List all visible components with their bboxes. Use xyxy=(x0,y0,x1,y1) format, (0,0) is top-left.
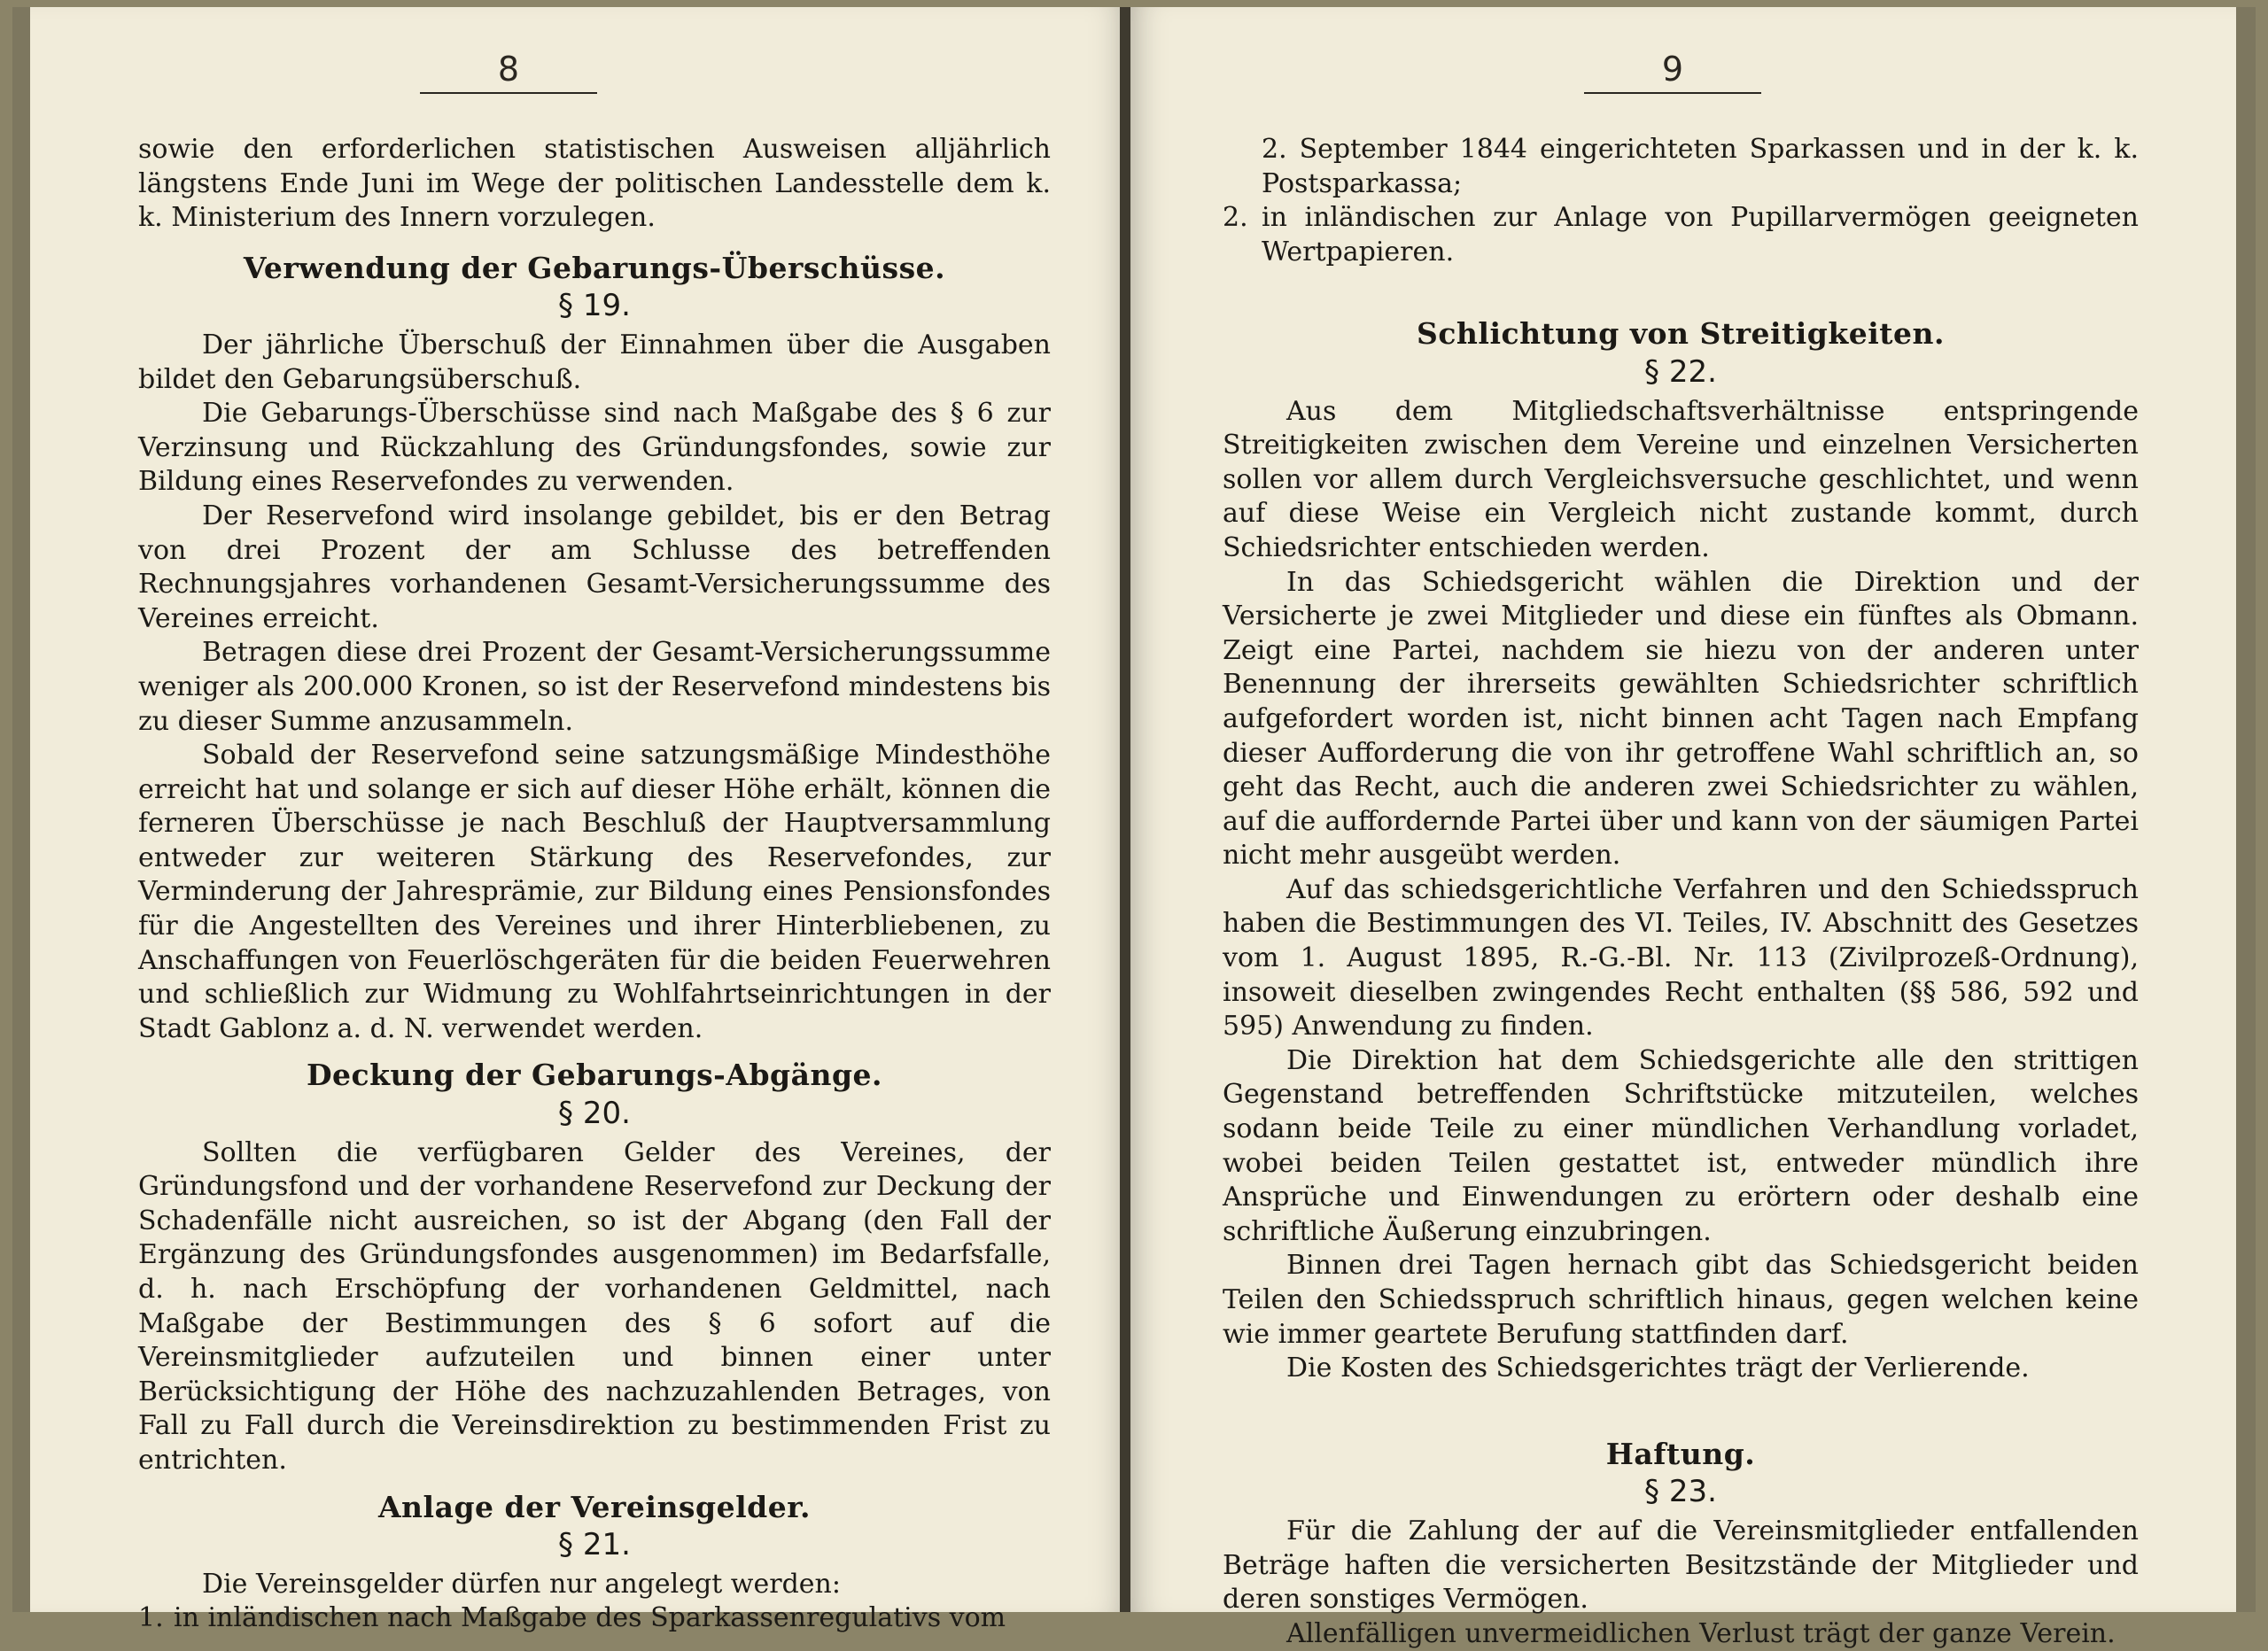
paragraph: Für die Zahlung der auf die Vereinsmitglieder entfallenden Beträge haften die versicherten Besitzstände der Mitglieder und deren sonstiges Vermögen. xyxy=(1223,1515,2139,1616)
page-number-rule xyxy=(420,92,597,94)
paragraph: Aus dem Mitgliedschaftsverhältnisse entspringende Streitigkeiten zwischen dem Vereine und einzelnen Versicherten sollen vor allem durch Vergleichsversuche geschlichtet, und wenn auf diese Weise ein Vergleich nicht zustande kommt, durch Schiedsrichter entschieden werden. xyxy=(1223,395,2139,563)
book-spread xyxy=(12,7,2256,1649)
paragraph: Allenfälligen unvermeidlichen Verlust trägt der ganze Verein. xyxy=(1286,1617,2116,1649)
paragraph-number: § 23. xyxy=(1644,1474,1717,1510)
paragraph-number: § 21. xyxy=(558,1527,631,1563)
page-number-rule xyxy=(1584,92,1761,94)
paragraph: Der jährliche Überschuß der Einnahmen über die Ausgaben bildet den Gebarungsüberschuß. xyxy=(138,329,1051,395)
paragraph: Die Kosten des Schiedsgerichtes trägt der Verlierende. xyxy=(1286,1353,2030,1384)
paragraph: Binnen drei Tagen hernach gibt das Schiedsgericht beiden Teilen den Schiedsspruch schriftlich hinaus, gegen welchen keine wie immer geartete Berufung stattfinden darf. xyxy=(1223,1250,2139,1350)
list-item-text: in inländischen zur Anlage von Pupillarvermögen geeigneten Wertpapieren. xyxy=(1262,202,2139,267)
paragraph-number: § 19. xyxy=(558,288,631,324)
right-page xyxy=(1130,7,2236,1649)
section-heading: Deckung der Gebarungs-Abgänge. xyxy=(306,1058,883,1093)
left-page xyxy=(30,7,1127,1634)
intro-paragraph: sowie den erforderlichen statistischen Ausweisen alljährlich längstens Ende Juni im Wege der politischen Landesstelle dem k. k. Ministerium des Innern vorzulegen. xyxy=(138,134,1051,234)
section-heading: Anlage der Vereinsgelder. xyxy=(377,1489,812,1524)
list-item-number: 2. xyxy=(1223,202,1248,234)
spacer xyxy=(1223,269,2139,305)
list-item-continuation: 2. September 1844 eingerichteten Sparkassen und in der k. k. Postsparkassa; xyxy=(1262,134,2139,199)
list-item xyxy=(138,1601,1051,1636)
page-number: 9 xyxy=(1661,50,1684,89)
left-page-text xyxy=(138,133,1051,1636)
list-item-text: in inländischen nach Maßgabe des Sparkassenregulativs vom xyxy=(174,1602,1006,1634)
list-item-number: 1. xyxy=(138,1602,164,1634)
paragraph: Sobald der Reservefond seine satzungsmäßige Mindesthöhe erreicht hat und solange er sich auf dieser Höhe erhält, können die ferneren Überschüsse je nach Beschluß der Hauptversammlung entweder zur weiteren Stärkung des Reservefondes, zur Verminderung der Jahresprämie, zur Bildung eines Pensionsfondes für die Angestellten des Vereines und ihrer Hinterbliebenen, zu Anschaffungen von Feuerlöschgeräten für die beiden Feuerwehren und schließlich zur Widmung zu Wohlfahrtseinrichtungen in der Stadt Gablonz a. d. N. verwendet werden. xyxy=(138,740,1051,1044)
spacer xyxy=(1223,1386,2139,1425)
page-number: 8 xyxy=(497,50,520,89)
right-page-text xyxy=(1223,133,2139,1651)
paragraph: Die Gebarungs-Überschüsse sind nach Maßgabe des § 6 zur Verzinsung und Rückzahlung des Gründungsfondes, sowie zur Bildung eines Reservefondes zu verwenden. xyxy=(138,398,1051,498)
paragraph: Betragen diese drei Prozent der Gesamt-Versicherungssumme weniger als 200.000 Kronen, so ist der Reservefond mindestens bis zu dieser Summe anzusammeln. xyxy=(138,637,1051,737)
paragraph: In das Schiedsgericht wählen die Direktion und der Versicherte je zwei Mitglieder und diese ein fünftes als Obmann. Zeigt eine Partei, nachdem sie hiezu von der anderen unter Benennung der ihrerseits gewählten Schiedsrichter schriftlich aufgefordert worden ist, nicht binnen acht Tagen nach Empfang dieser Aufforderung die von ihr getroffene Wahl schriftlich an, so geht das Recht, auch die anderen zwei Schiedsrichter zu wählen, auf die auffordernde Partei über und kann von der säumigen Partei nicht mehr ausgeübt werden. xyxy=(1223,566,2139,872)
paragraph: Die Vereinsgelder dürfen nur angelegt werden: xyxy=(202,1568,841,1600)
paragraph: Der Reservefond wird insolange gebildet, bis er den Betrag von drei Prozent der am Schlusse des betreffenden Rechnungsjahres vorhandenen Gesamt-Versicherungssumme des Vereines erreicht. xyxy=(138,500,1051,634)
section-heading: Schlichtung von Streitigkeiten. xyxy=(1417,316,1945,352)
paragraph-number: § 22. xyxy=(1644,353,1717,390)
paragraph: Sollten die verfügbaren Gelder des Vereines, der Gründungsfond und der vorhandene Reservefond zur Deckung der Schadenfälle nicht ausreichen, so ist der Abgang (den Fall der Ergänzung des Gründungsfondes ausgenommen) im Bedarfsfalle, d. h. nach Erschöpfung der vorhandenen Geldmittel, nach Maßgabe der Bestimmungen des § 6 sofort auf die Vereinsmitglieder aufzuteilen und binnen einer unter Berücksichtigung der Höhe des nachzuzahlenden Betrages, von Fall zu Fall durch die Vereinsdirektion zu bestimmenden Frist zu entrichten. xyxy=(138,1136,1051,1476)
paragraph: Auf das schiedsgerichtliche Verfahren und den Schiedsspruch haben die Bestimmungen des VI. Teiles, IV. Abschnitt des Gesetzes vom 1. August 1895, R.-G.-Bl. Nr. 113 (Zivilprozeß-Ordnung), insoweit dieselben zwingendes Recht enthalten (§§ 586, 592 und 595) Anwendung zu finden. xyxy=(1223,873,2139,1043)
list-item xyxy=(1223,201,2139,269)
section-heading: Verwendung der Gebarungs-Überschüsse. xyxy=(243,250,946,285)
section-heading: Haftung. xyxy=(1605,1436,1756,1471)
paragraph: Die Direktion hat dem Schiedsgerichte alle den strittigen Gegenstand betreffenden Schriftstücke mitzuteilen, welches sodann beide Teile zu einer mündlichen Verhandlung vorladet, wobei beiden Teilen gestattet ist, entweder mündlich ihre Ansprüche und Einwendungen zu erörtern oder deshalb eine schriftliche Äußerung einzubringen. xyxy=(1223,1044,2139,1247)
paragraph-number: § 20. xyxy=(558,1096,631,1132)
